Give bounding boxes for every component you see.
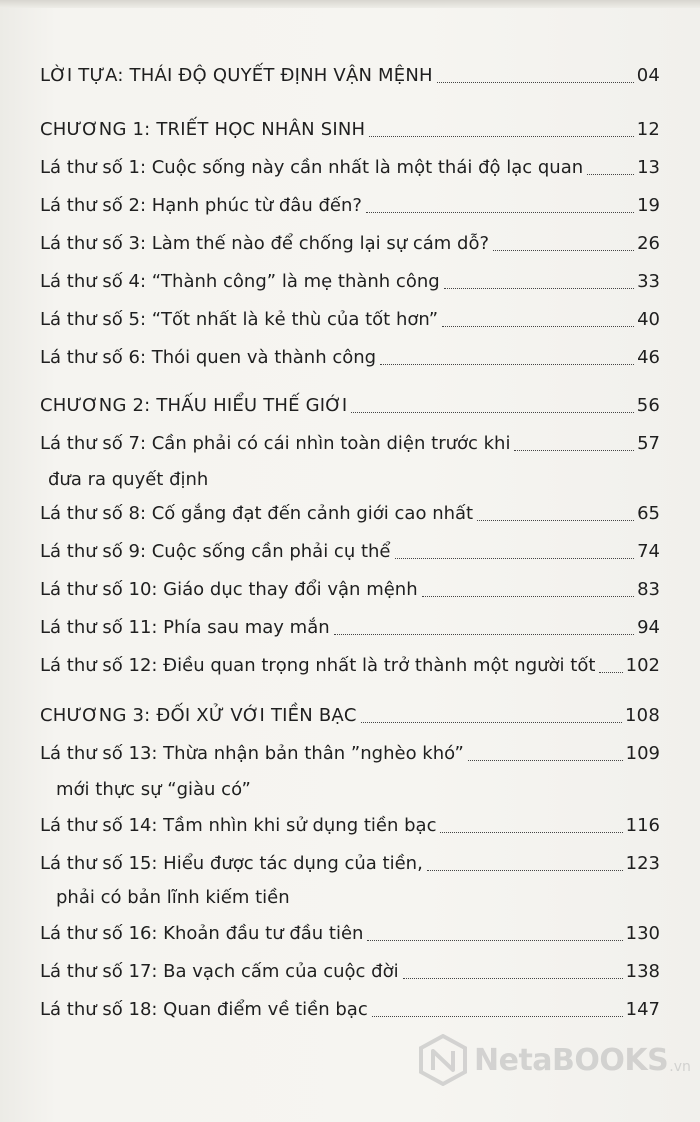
dot-leader (427, 870, 623, 871)
toc-entry-page: 83 (637, 579, 660, 600)
toc-entry-title: Lá thư số 12: Điều quan trọng nhất là trở thành một người tốt (40, 655, 596, 676)
toc-entry-title: Lá thư số 18: Quan điểm về tiền bạc (40, 999, 368, 1020)
toc-entry-page: 74 (637, 541, 660, 562)
dot-leader (477, 520, 634, 521)
dot-leader (366, 212, 634, 213)
toc-entry-page: 46 (637, 347, 660, 368)
toc-entry-title: Lá thư số 14: Tầm nhìn khi sử dụng tiền bạc (40, 815, 437, 836)
toc-letter-3 (40, 232, 660, 256)
toc-entry-title: Lá thư số 11: Phía sau may mắn (40, 617, 330, 638)
toc-entry-title: Lá thư số 3: Làm thế nào để chống lại sự cám dỗ? (40, 233, 490, 254)
toc-entry-title: Lá thư số 10: Giáo dục thay đổi vận mệnh (40, 579, 418, 600)
toc-letter-1 (40, 156, 660, 180)
toc-entry-page: 147 (625, 999, 660, 1020)
dot-leader (395, 558, 635, 559)
toc-letter-15-continuation: phải có bản lĩnh kiếm tiền (56, 887, 290, 908)
toc-entry-title: Lá thư số 5: “Tốt nhất là kẻ thù của tốt hơn” (40, 309, 439, 330)
toc-entry-page: 123 (625, 853, 660, 874)
toc-letter-4 (40, 270, 660, 294)
toc-letter-9 (40, 540, 660, 564)
toc-entry-page: 116 (625, 815, 660, 836)
page-top-edge (0, 0, 700, 8)
toc-letter-7 (40, 432, 660, 456)
dot-leader (493, 250, 634, 251)
dot-leader (372, 1016, 623, 1017)
dot-leader (369, 136, 633, 137)
toc-letter-14 (40, 814, 660, 838)
dot-leader (514, 450, 634, 451)
toc-entry-page: 109 (625, 743, 660, 764)
toc-entry-page: 04 (636, 65, 660, 86)
toc-entry-page: 13 (637, 157, 660, 178)
toc-entry-page: 33 (637, 271, 660, 292)
toc-chapter-2 (40, 394, 660, 418)
toc-entry-title: Lá thư số 15: Hiểu được tác dụng của tiền, (40, 853, 423, 874)
toc-letter-7-continuation: đưa ra quyết định (48, 469, 209, 490)
toc-entry-title: Lá thư số 7: Cần phải có cái nhìn toàn diện trước khi (40, 433, 511, 454)
toc-letter-10 (40, 578, 660, 602)
toc-entry-page: 19 (637, 195, 660, 216)
dot-leader (334, 634, 634, 635)
toc-entry-page: 26 (637, 233, 660, 254)
dot-leader (351, 412, 633, 413)
toc-letter-12 (40, 654, 660, 678)
toc-entry-page: 57 (637, 433, 660, 454)
dot-leader (444, 288, 634, 289)
toc-entry-page: 40 (637, 309, 660, 330)
dot-leader (468, 760, 623, 761)
dot-leader (380, 364, 634, 365)
toc-letter-16 (40, 922, 660, 946)
dot-leader (367, 940, 622, 941)
toc-entry-page: 102 (625, 655, 660, 676)
toc-entry-title: Lá thư số 6: Thói quen và thành công (40, 347, 377, 368)
neta-hexagon-logo-icon (418, 1034, 468, 1086)
toc-entry-title: CHƯƠNG 3: ĐỐI XỬ VỚI TIỀN BẠC (40, 705, 357, 726)
toc-entry-page: 130 (625, 923, 660, 944)
dot-leader (422, 596, 634, 597)
toc-chapter-1 (40, 118, 660, 142)
toc-entry-page: 65 (637, 503, 660, 524)
toc-letter-17 (40, 960, 660, 984)
toc-preface (40, 64, 660, 88)
dot-leader (587, 174, 634, 175)
toc-letter-18 (40, 998, 660, 1022)
dot-leader (442, 326, 634, 327)
watermark-brand: NetaBOOKS (474, 1042, 669, 1078)
toc-letter-2 (40, 194, 660, 218)
watermark-suffix: .vn (669, 1059, 691, 1075)
toc-entry-title: Lá thư số 8: Cố gắng đạt đến cảnh giới cao nhất (40, 503, 474, 524)
dot-leader (437, 82, 634, 83)
toc-entry-title: Lá thư số 17: Ba vạch cấm của cuộc đời (40, 961, 399, 982)
toc-entry-page: 56 (636, 395, 660, 416)
dot-leader (361, 722, 622, 723)
toc-letter-15 (40, 852, 660, 876)
toc-entry-page: 108 (625, 705, 660, 726)
toc-letter-6 (40, 346, 660, 370)
dot-leader (440, 832, 622, 833)
toc-entry-page: 12 (636, 119, 660, 140)
toc-entry-title: Lá thư số 16: Khoản đầu tư đầu tiên (40, 923, 364, 944)
dot-leader (403, 978, 623, 979)
toc-letter-5 (40, 308, 660, 332)
watermark (418, 1030, 700, 1090)
toc-entry-title: Lá thư số 2: Hạnh phúc từ đâu đến? (40, 195, 362, 216)
toc-entry-title: CHƯƠNG 1: TRIẾT HỌC NHÂN SINH (40, 119, 366, 140)
dot-leader (599, 672, 622, 673)
toc-letter-11 (40, 616, 660, 640)
toc-entry-title: LỜI TỰA: THÁI ĐỘ QUYẾT ĐỊNH VẬN MỆNH (40, 65, 433, 86)
toc-letter-13 (40, 742, 660, 766)
toc-letter-13-continuation: mới thực sự “giàu có” (56, 779, 251, 800)
toc-entry-title: Lá thư số 1: Cuộc sống này cần nhất là một thái độ lạc quan (40, 157, 584, 178)
toc-entry-title: Lá thư số 4: “Thành công” là mẹ thành công (40, 271, 440, 292)
toc-letter-8 (40, 502, 660, 526)
toc-entry-title: CHƯƠNG 2: THẤU HIỂU THẾ GIỚI (40, 395, 348, 416)
toc-entry-page: 138 (625, 961, 660, 982)
toc-entry-page: 94 (637, 617, 660, 638)
toc-chapter-3 (40, 704, 660, 728)
toc-entry-title: Lá thư số 9: Cuộc sống cần phải cụ thể (40, 541, 391, 562)
toc-entry-title: Lá thư số 13: Thừa nhận bản thân ”nghèo khó” (40, 743, 464, 764)
